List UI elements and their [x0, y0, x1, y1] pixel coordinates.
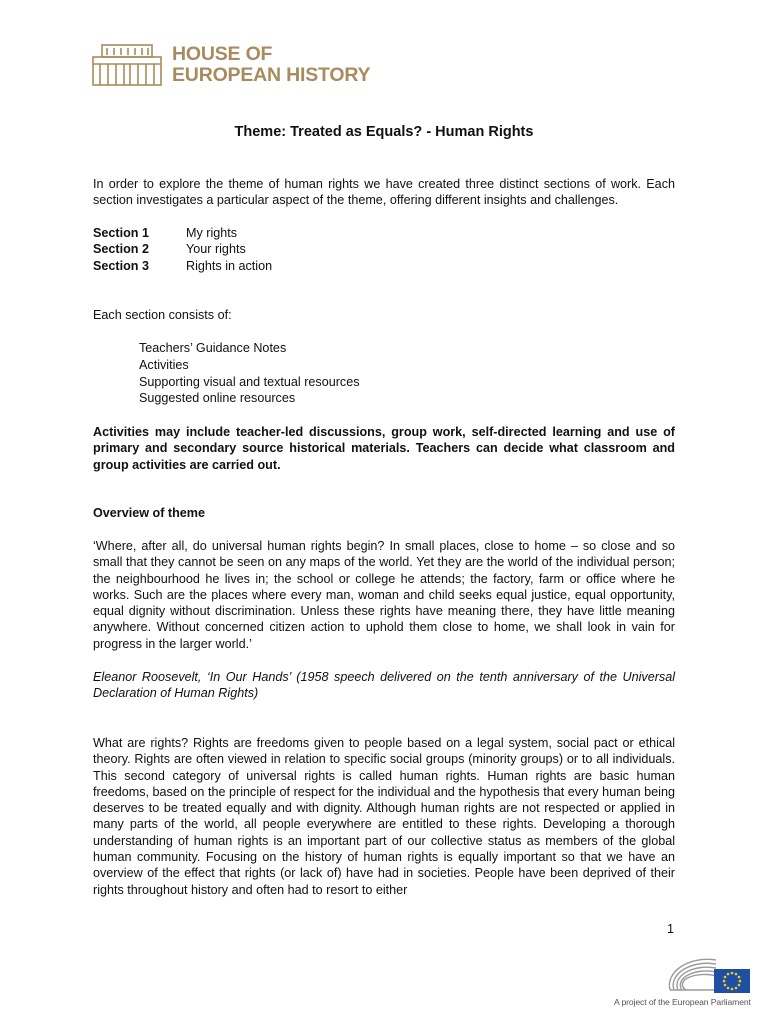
logo-line-1: HOUSE OF — [172, 43, 273, 65]
section-label: Section 1 — [93, 226, 149, 240]
section-name: Rights in action — [186, 258, 273, 273]
page-title: Theme: Treated as Equals? - Human Rights — [234, 124, 534, 140]
overview-heading: Overview of theme — [93, 506, 205, 520]
section-row — [93, 225, 272, 241]
sections-list — [93, 225, 272, 274]
quote-attribution: Eleanor Roosevelt, ‘In Our Hands’ (1958 speech delivered on the tenth anniversary of the Universal Declaration of Human Rights) — [93, 670, 675, 701]
logo-wordmark — [172, 44, 370, 86]
hemicycle-icon — [669, 959, 716, 990]
footer-caption: A project of the European Parliament — [614, 997, 751, 1007]
section-label: Section 2 — [93, 242, 149, 257]
consists-intro: Each section consists of: — [93, 308, 232, 322]
rights-paragraph: What are rights? Rights are freedoms given to people based on a legal system, social pact or ethical theory. Rights are often viewed in relation to specific social groups (minority groups) or to all individuals. This second category of universal rights is called human rights. Human rights are basic human freedoms, based on the principle of respect for the individual and the hypothesis that every human being deserves to be treated equally and with dignity. Although human rights are not respected or applied in many parts of the world, all people everywhere are entitled to these rights. Developing a thorough understanding of human rights is an important part of our collective status as members of the global human community. Focusing on the history of human rights is equally important so that we have an overview of the effect that rights (or lack of) have had in societies. People have been deprived of their rights throughout history and often had to resort to either — [93, 736, 675, 897]
logo-line-2: EUROPEAN HISTORY — [172, 64, 371, 86]
house-of-european-history-logo — [92, 44, 370, 86]
consists-list — [139, 340, 360, 407]
section-row — [93, 241, 272, 257]
intro-paragraph: In order to explore the theme of human rights we have created three distinct sections of work. Each section investigates a particular aspect of the theme, offering different insights and challenges. — [93, 177, 675, 208]
roosevelt-quote: ‘Where, after all, do universal human rights begin? In small places, close to home – so close and so small that they cannot be seen on any maps of the world. Yet they are the world of the individual person; the neighbourhood he lives in; the school or college he attends; the factory, farm or office where he works. Such are the places where every man, woman and child seeks equal justice, equal opportunity, equal dignity without discrimination. Unless these rights have meaning there, they have little meaning anywhere. Without concerned citizen action to uphold them close to home, we shall look in vain for progress in the larger world.’ — [93, 539, 675, 651]
page-number: 1 — [667, 922, 675, 936]
section-row — [93, 258, 272, 274]
activities-note: Activities may include teacher-led discussions, group work, self-directed learning and use of primary and secondary source historical materials. Teachers can decide what classroom and group activities are carried out. — [93, 425, 675, 472]
eu-flag-icon — [714, 969, 750, 993]
list-item: Teachers’ Guidance Notes — [139, 341, 287, 355]
building-icon — [92, 44, 162, 86]
list-item: Activities — [139, 357, 189, 372]
list-item: Supporting visual and textual resources — [139, 374, 360, 389]
section-name: My rights — [186, 226, 238, 240]
section-label: Section 3 — [93, 258, 149, 273]
section-name: Your rights — [186, 242, 246, 257]
list-item: Suggested online resources — [139, 391, 296, 406]
